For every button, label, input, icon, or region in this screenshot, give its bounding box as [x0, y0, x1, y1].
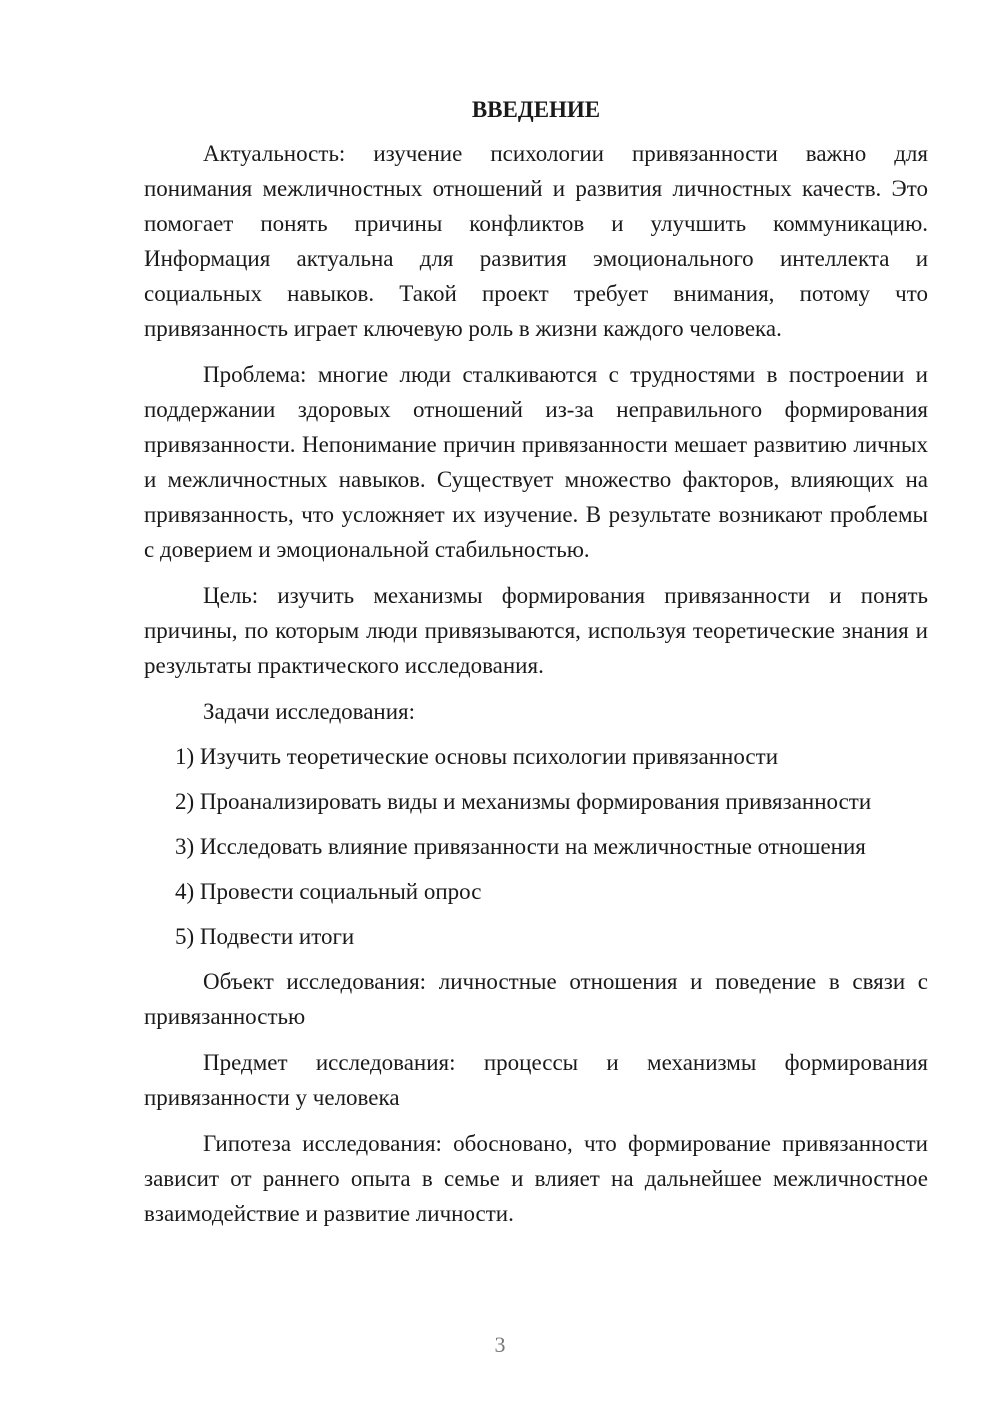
task-item: 4) Провести социальный опрос [175, 879, 482, 904]
task-item: 2) Проанализировать виды и механизмы формирования привязанности [175, 789, 872, 814]
goal-paragraph: Цель: изучить механизмы формирования привязанности и понять причины, по которым люди привязываются, используя теоретические знания и результаты практического исследования. [144, 583, 928, 678]
task-item: 3) Исследовать влияние привязанности на межличностные отношения [175, 834, 866, 859]
object-paragraph: Объект исследования: личностные отношения и поведение в связи с привязанностью [144, 969, 928, 1029]
relevance-paragraph: Актуальность: изучение психологии привязанности важно для понимания межличностных отношений и развития личностных качеств. Это помогает понять причины конфликтов и улучшить коммуникацию. Информация актуальна для развития эмоционального интеллекта и социальных навыков. Такой проект требует внимания, потому что привязанность играет ключевую роль в жизни каждого человека. [144, 141, 928, 341]
subject-paragraph: Предмет исследования: процессы и механизмы формирования привязанности у человека [144, 1050, 928, 1110]
problem-paragraph: Проблема: многие люди сталкиваются с трудностями в построении и поддержании здоровых отношений из-за неправильного формирования привязанности. Непонимание причин привязанности мешает развитию личных и межличностных навыков. Существует множество факторов, влияющих на привязанность, что усложняет их изучение. В результате возникают проблемы с доверием и эмоциональной стабильностью. [144, 362, 928, 562]
page-title: ВВЕДЕНИЕ [471, 97, 601, 122]
document-page [144, 90, 928, 1242]
page-number: 3 [494, 1332, 506, 1357]
tasks-heading: Задачи исследования: [203, 699, 416, 724]
task-item: 1) Изучить теоретические основы психологии привязанности [175, 744, 778, 769]
hypothesis-paragraph: Гипотеза исследования: обосновано, что формирование привязанности зависит от раннего опыта в семье и влияет на дальнейшее межличностное взаимодействие и развитие личности. [144, 1131, 928, 1226]
task-item: 5) Подвести итоги [175, 924, 355, 949]
